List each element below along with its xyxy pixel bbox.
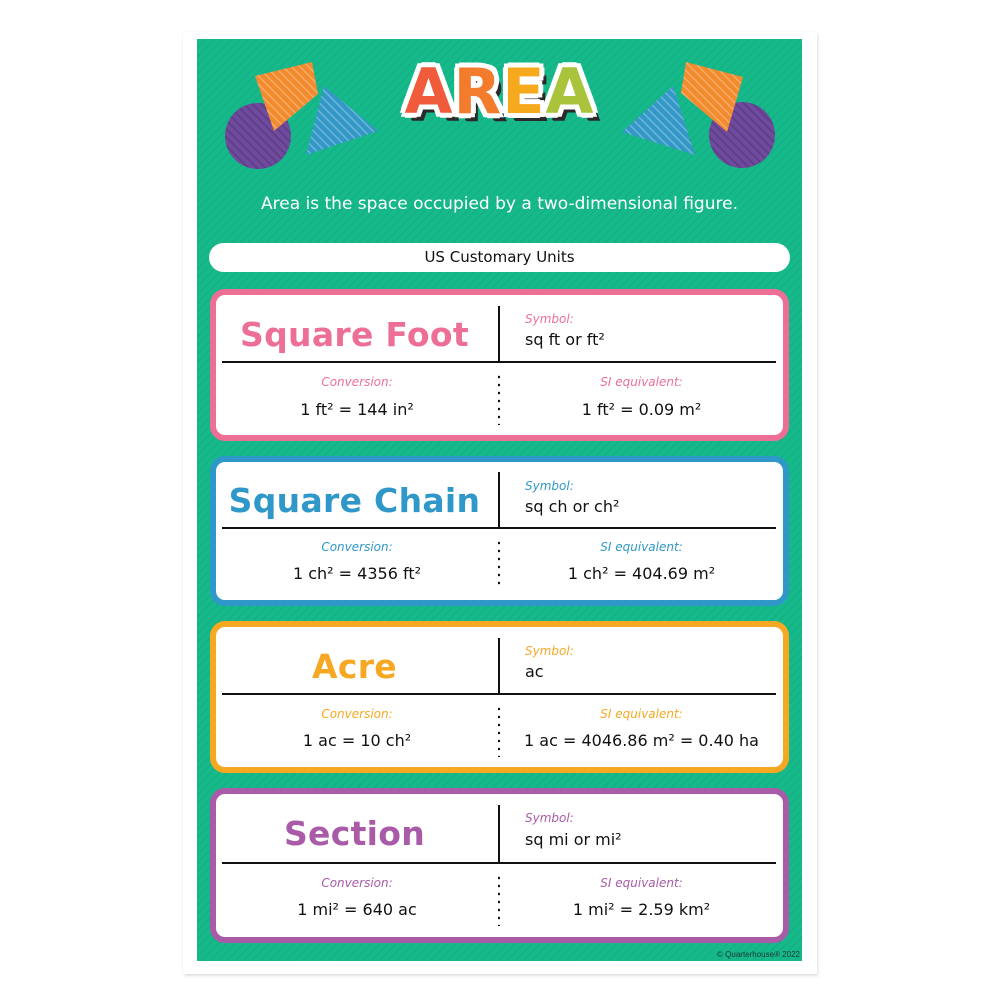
unit-name: Square Chain <box>228 481 481 520</box>
divider-vertical <box>498 638 500 694</box>
si-value: 1 ft² = 0.09 m² <box>581 400 702 419</box>
symbol-value: sq mi or mi² <box>525 830 622 849</box>
page-title <box>197 57 802 127</box>
si-label: SI equivalent: <box>600 375 683 389</box>
title-letter-a2: A <box>545 55 595 128</box>
title-letter-e: E <box>502 55 546 128</box>
symbol-value: ac <box>525 662 544 681</box>
divider-horizontal <box>222 361 776 363</box>
section-header: US Customary Units <box>209 243 790 272</box>
conversion-value: 1 mi² = 640 ac <box>297 900 417 919</box>
divider-vertical <box>498 805 500 863</box>
symbol-label: Symbol: <box>525 644 574 658</box>
unit-card-acre <box>210 621 789 773</box>
conversion-value: 1 ac = 10 ch² <box>302 731 412 750</box>
si-value: 1 mi² = 2.59 km² <box>572 900 711 919</box>
conversion-value: 1 ft² = 144 in² <box>300 400 414 419</box>
divider-horizontal <box>222 527 776 529</box>
symbol-label: Symbol: <box>525 312 574 326</box>
unit-card-square-chain <box>210 456 789 606</box>
si-label: SI equivalent: <box>600 540 683 554</box>
divider-horizontal <box>222 862 776 864</box>
title-letter-a: A <box>404 55 454 128</box>
unit-card-square-foot <box>210 289 789 441</box>
divider-vertical <box>498 472 500 528</box>
conversion-label: Conversion: <box>321 876 393 890</box>
symbol-label: Symbol: <box>525 479 574 493</box>
title-letter-r: R <box>453 55 503 128</box>
symbol-value: sq ft or ft² <box>525 330 605 349</box>
poster-panel <box>197 39 802 961</box>
conversion-label: Conversion: <box>321 707 393 721</box>
unit-name: Section <box>283 814 426 853</box>
divider-horizontal <box>222 693 776 695</box>
unit-card-section <box>210 788 789 943</box>
si-value: 1 ac = 4046.86 m² = 0.40 ha <box>524 731 759 750</box>
si-value: 1 ch² = 404.69 m² <box>567 564 716 583</box>
divider-vertical <box>498 306 500 362</box>
si-label: SI equivalent: <box>600 707 683 721</box>
symbol-label: Symbol: <box>525 811 574 825</box>
conversion-value: 1 ch² = 4356 ft² <box>292 564 422 583</box>
definition-text: Area is the space occupied by a two-dimensional figure. <box>261 194 738 214</box>
symbol-value: sq ch or ch² <box>525 497 620 516</box>
unit-name: Acre <box>312 647 397 686</box>
copyright-text: © Quarterhouse® 2022 <box>717 950 800 959</box>
conversion-label: Conversion: <box>321 540 393 554</box>
conversion-label: Conversion: <box>321 375 393 389</box>
unit-name: Square Foot <box>240 315 469 354</box>
si-label: SI equivalent: <box>600 876 683 890</box>
